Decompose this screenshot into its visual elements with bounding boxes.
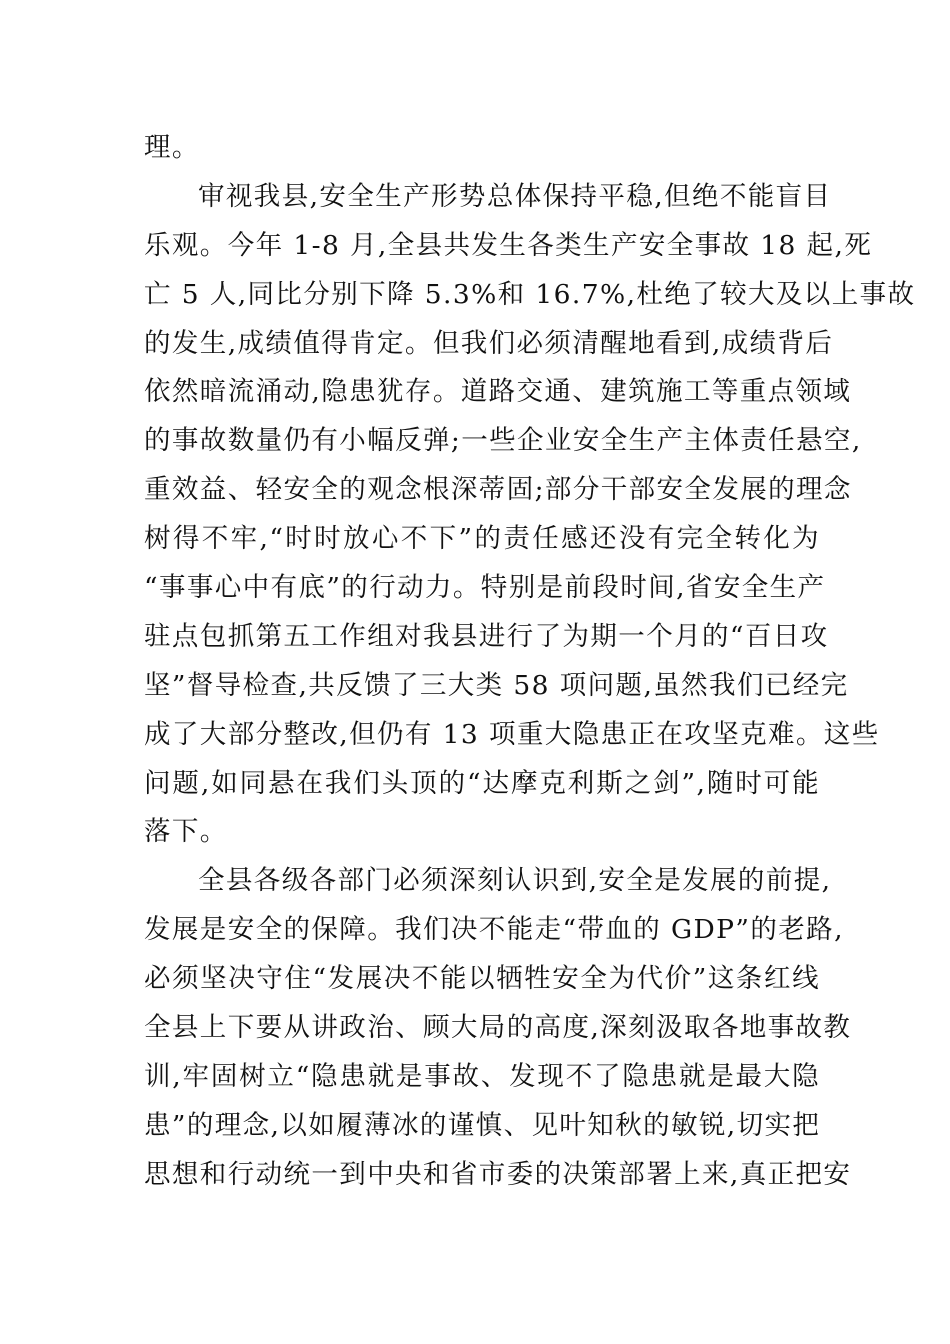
text-line: 问题,如同悬在我们头顶的“达摩克利斯之剑”,随时可能 [144,767,820,799]
paragraph-start-line: 审视我县,安全生产形势总体保持平稳,但绝不能盲目 [198,180,832,212]
text-line: 发展是安全的保障。我们决不能走“带血的 GDP”的老路, [144,914,844,946]
text-line: 训,牢固树立“隐患就是事故、发现不了隐患就是最大隐 [144,1060,820,1092]
text-line: 的发生,成绩值得肯定。但我们必须清醒地看到,成绩背后 [144,327,834,359]
text-line: 成了大部分整改,但仍有 13 项重大隐患正在攻坚克难。这些 [144,718,880,750]
body-text [144,124,916,1200]
text-line: 坚”督导检查,共反馈了三大类 58 项问题,虽然我们已经完 [144,669,849,701]
text-line: 树得不牢,“时时放心不下”的责任感还没有完全转化为 [144,523,820,555]
text-line: 必须坚决守住“发展决不能以牺牲安全为代价”这条红线 [144,963,820,995]
text-line: 患”的理念,以如履薄冰的谨慎、见叶知秋的敏锐,切实把 [144,1109,821,1141]
text-line: 依然暗流涌动,隐患犹存。道路交通、建筑施工等重点领域 [144,376,852,408]
text-line: 全县上下要从讲政治、顾大局的高度,深刻汲取各地事故教 [144,1012,852,1044]
text-line: 落下。 [144,816,228,848]
text-line: 乐观。今年 1-8 月,全县共发生各类生产安全事故 18 起,死 [144,229,873,261]
text-line: 驻点包抓第五工作组对我县进行了为期一个月的“百日攻 [144,620,829,652]
paragraph-start-line: 全县各级各部门必须深刻认识到,安全是发展的前提, [198,865,832,897]
text-line: “事事心中有底”的行动力。特别是前段时间,省安全生产 [144,572,826,604]
text-line: 理。 [144,132,200,163]
text-line: 的事故数量仍有小幅反弹;一些企业安全生产主体责任悬空, [144,425,862,457]
text-line: 亡 5 人,同比分别下降 5.3%和 16.7%,杜绝了较大及以上事故 [144,278,916,310]
text-line: 重效益、轻安全的观念根深蒂固;部分干部安全发展的理念 [144,474,852,506]
text-line: 思想和行动统一到中央和省市委的决策部署上来,真正把安 [144,1158,852,1190]
